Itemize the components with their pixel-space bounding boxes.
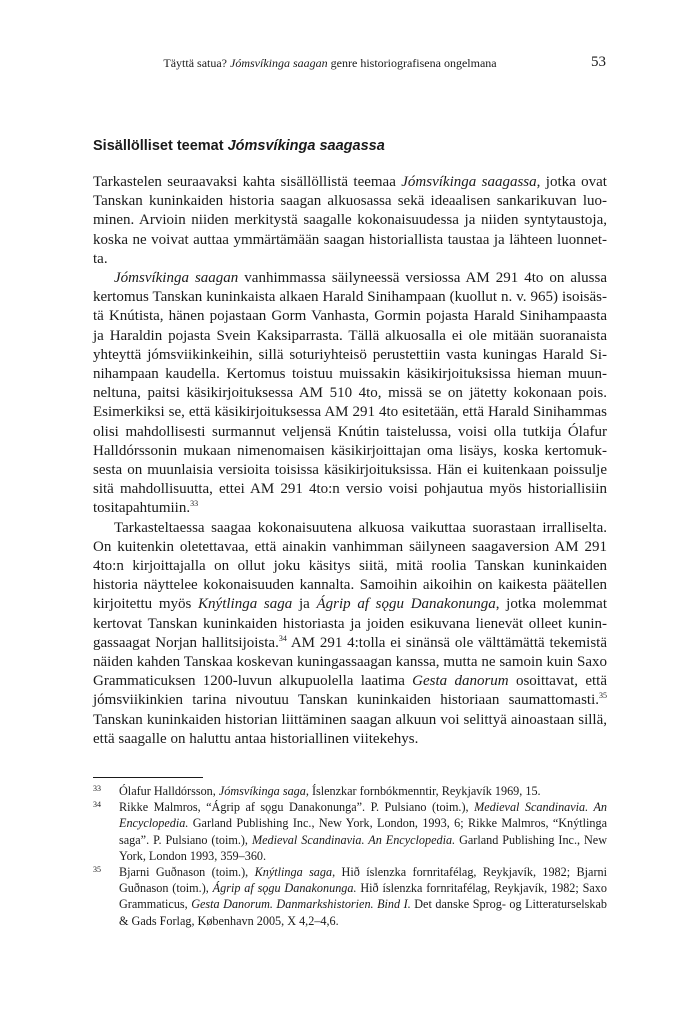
running-head bbox=[120, 56, 540, 70]
footnote-35 bbox=[93, 864, 607, 929]
text-run: Ólafur Halldórsson, bbox=[119, 784, 219, 798]
body-text bbox=[93, 173, 607, 749]
italic-title: Jómsvíkinga saagan bbox=[114, 270, 239, 287]
paragraph-3 bbox=[93, 519, 607, 749]
italic-title: Knýtlinga saga bbox=[198, 596, 293, 613]
paragraph-1 bbox=[93, 173, 607, 269]
footnote-text bbox=[119, 864, 607, 929]
section-heading-text: Sisällölliset teemat bbox=[93, 138, 228, 154]
page-number: 53 bbox=[591, 54, 606, 70]
footnotes bbox=[93, 783, 607, 929]
running-head-title: Jómsvíkinga saagan bbox=[230, 56, 328, 70]
running-head-text: genre historiografisena ongelmana bbox=[327, 56, 497, 70]
section-heading bbox=[93, 137, 613, 155]
italic-title: Jómsvíkinga saagassa bbox=[401, 174, 537, 190]
text-run: AM 291 4:tolla ei sinänsä ole välttämättä tekemistä näiden kahden Tanskaa koskevan kuningassaagan kanssa, mutta ne samoin kuin Saxo Grammaticuksen 1200-luvun alkupuolella laatima bbox=[93, 634, 607, 690]
footnote-text bbox=[119, 799, 607, 864]
footnote-number: 34 bbox=[93, 800, 101, 810]
italic-title: Gesta danorum bbox=[412, 673, 509, 690]
text-run: osoittavat, että jómsviikinkien tarina nivoutuu Tanskan kuninkaiden historiaan saumattomasti. bbox=[93, 673, 607, 709]
italic-title: Jómsvíkinga saga bbox=[218, 784, 306, 798]
text-run: Garland Publishing Inc., New York, London 1993, 359–360. bbox=[119, 832, 607, 863]
text-run: , jotka molemmat kertovat Tanskan kuninkaiden historiasta ja joiden esikuvana lienevät olleet kuningassaagat Norjan hallitsijoista. bbox=[93, 596, 607, 651]
text-run: Tarkasteltaessa saagaa kokonaisuutena alkuosa vaikuttaa suorastaan irralliselta. On kuitenkin oletettavaa, että ainakin vanhimman säilyneen saagaversion AM 291 4to:n kirjoittajalla on ollut joku käsitys siitä, mitä roolia Tanskan kuninkaiden historia näyttelee kokonaisuuden kannalta. Samoihin aikoihin on kaikesta päätellen kirjoitettu myös bbox=[93, 519, 607, 613]
text-run: ja bbox=[292, 596, 317, 613]
text-run: Tarkastelen seuraavaksi kahta sisällöllistä teemaa bbox=[93, 174, 402, 190]
italic-title: Knýtlinga saga bbox=[254, 865, 333, 880]
footnote-34 bbox=[93, 799, 607, 864]
running-head-text: Täyttä satua? bbox=[163, 56, 231, 70]
footnote-number: 35 bbox=[93, 865, 101, 875]
text-run: Tanskan kuninkaiden historian liittäminen saagan alkuun voi selittyä ainoastaan sillä, että saagalle on haluttu antaa historiallinen viitekehys. bbox=[93, 711, 607, 747]
footnote-ref: 34 bbox=[278, 633, 287, 643]
text-run: Garland Publishing Inc., New York, London, 1993, 6; Rikke Malmros, “Knýtlinga saga”. P. Pulsiano (toim.), bbox=[119, 816, 607, 847]
italic-title: Medieval Scandinavia. An Encyclopedia. bbox=[251, 832, 456, 847]
footnote-ref: 33 bbox=[190, 499, 199, 509]
text-run: Hið íslenzka fornritafélag, Reykjavík, 1982; Saxo Grammaticus, bbox=[119, 881, 607, 912]
text-run: , Íslenzkar fornbókmenntir, Reykjavík 1969, 15. bbox=[305, 784, 541, 798]
section-heading-title: Jómsvíkinga saagassa bbox=[227, 138, 385, 154]
footnote-text bbox=[119, 783, 607, 799]
text-run: Bjarni Guðnason (toim.), bbox=[119, 865, 255, 880]
italic-title: Ágrip af sǫgu Danakonunga. bbox=[212, 881, 357, 896]
paragraph-2 bbox=[93, 269, 607, 519]
footnote-divider bbox=[93, 777, 203, 778]
italic-title: Gesta Danorum. Danmarkshistorien. Bind I. bbox=[191, 897, 411, 912]
text-run: , Hið íslenzka fornritafélag, Reykjavík, 1982; Bjarni Guðnason (toim.), bbox=[119, 865, 607, 896]
text-run: Det danske Sprog- og Litteraturselskab & Gads Forlag, København 2005, X 4,2–4,6. bbox=[119, 897, 607, 928]
text-run: Rikke Malmros, “Ágrip af sǫgu Danakonunga”. P. Pulsiano (toim.), bbox=[119, 800, 475, 815]
italic-title: Medieval Scandinavia. An Encyclopedia. bbox=[119, 800, 608, 831]
italic-title: Ágrip af sǫgu Danakonunga bbox=[316, 596, 496, 613]
footnote-number: 33 bbox=[93, 784, 101, 793]
text-run: , jotka ovat Tanskan kuninkaiden historia saagan alkuosassa sekä ideaalisen sankarikuvan luominen. Arvioin niiden merkitystä saagalle kokonaisuudessa ja niiden syntytaustoja, koska ne voivat auttaa ymmärtämään saagan historiallista taustaa ja lähteen luonnetta. bbox=[93, 174, 607, 267]
footnote-33 bbox=[93, 783, 607, 799]
text-run: vanhimmassa säilyneessä versiossa AM 291 4to on alussa kertomus Tanskan kuninkaista alkaen Harald Sinihampaan (kuollut n. v. 965) isoisästä Knútista, hänen pojastaan Gorm Vanhasta, Gormin pojasta Harald Sinihampaasta ja Haraldin pojasta Svein Kaksiparrasta. Tällä alkuosalla ei ole mitään suoranaista yhteyttä jómsviikinkeihin, sillä soturiyhteisö perustettiin vasta kuningas Harald Sinihampaan kaudella. Kertomus toistuu muissakin käsikirjoituksissa hieman muunneltuna, paitsi käsikirjoituksessa AM 510 4to, missä se on jätetty kokonaan pois. Esimerkiksi se, että käsikirjoituksessa AM 291 4to esitetään, että Harald Sinihammas olisi mahdollisesti surmannut veljensä Knútin taistelussa, voisi olla tutkija Ólafur Halldórssonin mukaan nimenomaisen käsikirjoittajan oma lisäys, koska kertomuksesta on muunlaisia versioita toisissa käsikirjoituksissa. Hän ei kuitenkaan poissulje sitä mahdollisuutta, ettei AM 291 4to:n versio voisi pohjautua myös historiallisiin tositapahtumiin. bbox=[93, 270, 607, 517]
footnote-ref: 35 bbox=[599, 691, 607, 701]
